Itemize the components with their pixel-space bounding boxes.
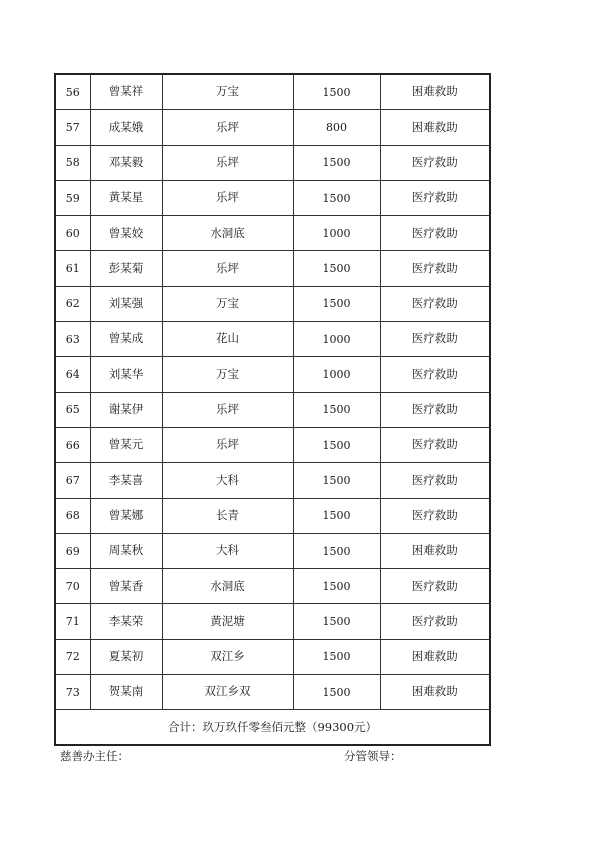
- aid-type-cell: 困难救助: [380, 639, 490, 674]
- total-row: [55, 710, 490, 746]
- table-row: [55, 569, 490, 604]
- recipient-name-cell: 李某喜: [90, 463, 162, 498]
- aid-type-cell: 医疗救助: [380, 427, 490, 462]
- row-number-cell: 59: [55, 180, 90, 215]
- row-number-cell: 64: [55, 357, 90, 392]
- row-number-cell: 71: [55, 604, 90, 639]
- table-row: [55, 180, 490, 215]
- table-row: [55, 392, 490, 427]
- amount-cell: 1000: [293, 216, 380, 251]
- location-cell: 万宝: [162, 74, 293, 110]
- table-row: [55, 251, 490, 286]
- amount-cell: 1000: [293, 322, 380, 357]
- aid-type-cell: 医疗救助: [380, 286, 490, 321]
- amount-cell: 1500: [293, 286, 380, 321]
- supervising-leader-label: 分管领导：: [344, 749, 402, 763]
- recipient-name-cell: 邓某毅: [90, 145, 162, 180]
- recipient-name-cell: 曾某香: [90, 569, 162, 604]
- location-cell: 乐坪: [162, 145, 293, 180]
- recipient-name-cell: 周某秋: [90, 533, 162, 568]
- aid-type-cell: 医疗救助: [380, 392, 490, 427]
- row-number-cell: 66: [55, 427, 90, 462]
- location-cell: 万宝: [162, 357, 293, 392]
- signature-footer: [0, 748, 600, 768]
- amount-cell: 1500: [293, 251, 380, 286]
- table-row: [55, 463, 490, 498]
- total-cell: 合计：玖万玖仟零叁佰元整（99300元）: [55, 710, 490, 746]
- location-cell: 水洞底: [162, 216, 293, 251]
- location-cell: 乐坪: [162, 110, 293, 145]
- aid-type-cell: 困难救助: [380, 533, 490, 568]
- recipient-name-cell: 夏某初: [90, 639, 162, 674]
- location-cell: 花山: [162, 322, 293, 357]
- aid-type-cell: 困难救助: [380, 110, 490, 145]
- recipient-name-cell: 曾某元: [90, 427, 162, 462]
- table-row: [55, 322, 490, 357]
- location-cell: 大科: [162, 533, 293, 568]
- amount-cell: 1500: [293, 498, 380, 533]
- amount-cell: 1500: [293, 675, 380, 710]
- location-cell: 万宝: [162, 286, 293, 321]
- aid-type-cell: 医疗救助: [380, 251, 490, 286]
- amount-cell: 1500: [293, 180, 380, 215]
- row-number-cell: 57: [55, 110, 90, 145]
- amount-cell: 1500: [293, 74, 380, 110]
- recipient-name-cell: 曾某姣: [90, 216, 162, 251]
- location-cell: 黄泥塘: [162, 604, 293, 639]
- amount-cell: 800: [293, 110, 380, 145]
- aid-type-cell: 医疗救助: [380, 216, 490, 251]
- row-number-cell: 62: [55, 286, 90, 321]
- aid-type-cell: 医疗救助: [380, 145, 490, 180]
- location-cell: 长青: [162, 498, 293, 533]
- location-cell: 乐坪: [162, 392, 293, 427]
- amount-cell: 1500: [293, 533, 380, 568]
- aid-type-cell: 医疗救助: [380, 604, 490, 639]
- amount-cell: 1500: [293, 463, 380, 498]
- recipient-name-cell: 谢某伊: [90, 392, 162, 427]
- aid-type-cell: 医疗救助: [380, 180, 490, 215]
- amount-cell: 1500: [293, 392, 380, 427]
- recipient-name-cell: 贺某南: [90, 675, 162, 710]
- aid-type-cell: 医疗救助: [380, 498, 490, 533]
- row-number-cell: 69: [55, 533, 90, 568]
- row-number-cell: 58: [55, 145, 90, 180]
- table-row: [55, 145, 490, 180]
- charity-office-director-label: 慈善办主任：: [60, 749, 129, 763]
- table-row: [55, 427, 490, 462]
- location-cell: 乐坪: [162, 427, 293, 462]
- recipient-name-cell: 曾某娜: [90, 498, 162, 533]
- recipient-name-cell: 黄某星: [90, 180, 162, 215]
- table-row: [55, 216, 490, 251]
- row-number-cell: 65: [55, 392, 90, 427]
- location-cell: 乐坪: [162, 180, 293, 215]
- recipient-name-cell: 刘某强: [90, 286, 162, 321]
- amount-cell: 1500: [293, 569, 380, 604]
- recipient-name-cell: 曾某祥: [90, 74, 162, 110]
- recipient-name-cell: 刘某华: [90, 357, 162, 392]
- amount-cell: 1500: [293, 145, 380, 180]
- aid-type-cell: 医疗救助: [380, 569, 490, 604]
- aid-type-cell: 医疗救助: [380, 463, 490, 498]
- row-number-cell: 73: [55, 675, 90, 710]
- aid-type-cell: 医疗救助: [380, 322, 490, 357]
- table-row: [55, 286, 490, 321]
- table-row: [55, 74, 490, 110]
- row-number-cell: 70: [55, 569, 90, 604]
- recipient-name-cell: 彭某菊: [90, 251, 162, 286]
- amount-cell: 1500: [293, 604, 380, 639]
- row-number-cell: 72: [55, 639, 90, 674]
- location-cell: 双江乡: [162, 639, 293, 674]
- row-number-cell: 61: [55, 251, 90, 286]
- table-row: [55, 675, 490, 710]
- location-cell: 乐坪: [162, 251, 293, 286]
- row-number-cell: 68: [55, 498, 90, 533]
- recipient-name-cell: 李某荣: [90, 604, 162, 639]
- table-row: [55, 498, 490, 533]
- amount-cell: 1000: [293, 357, 380, 392]
- location-cell: 大科: [162, 463, 293, 498]
- table-row: [55, 533, 490, 568]
- aid-type-cell: 医疗救助: [380, 357, 490, 392]
- row-number-cell: 56: [55, 74, 90, 110]
- aid-type-cell: 困难救助: [380, 74, 490, 110]
- table-row: [55, 639, 490, 674]
- recipient-name-cell: 成某娥: [90, 110, 162, 145]
- row-number-cell: 63: [55, 322, 90, 357]
- table-row: [55, 110, 490, 145]
- aid-type-cell: 困难救助: [380, 675, 490, 710]
- location-cell: 双江乡双: [162, 675, 293, 710]
- amount-cell: 1500: [293, 639, 380, 674]
- aid-list-table-container: [54, 73, 489, 746]
- location-cell: 水洞底: [162, 569, 293, 604]
- table-row: [55, 357, 490, 392]
- row-number-cell: 67: [55, 463, 90, 498]
- table-row: [55, 604, 490, 639]
- table-body: [55, 74, 490, 710]
- row-number-cell: 60: [55, 216, 90, 251]
- amount-cell: 1500: [293, 427, 380, 462]
- aid-list-table: [54, 73, 491, 746]
- recipient-name-cell: 曾某成: [90, 322, 162, 357]
